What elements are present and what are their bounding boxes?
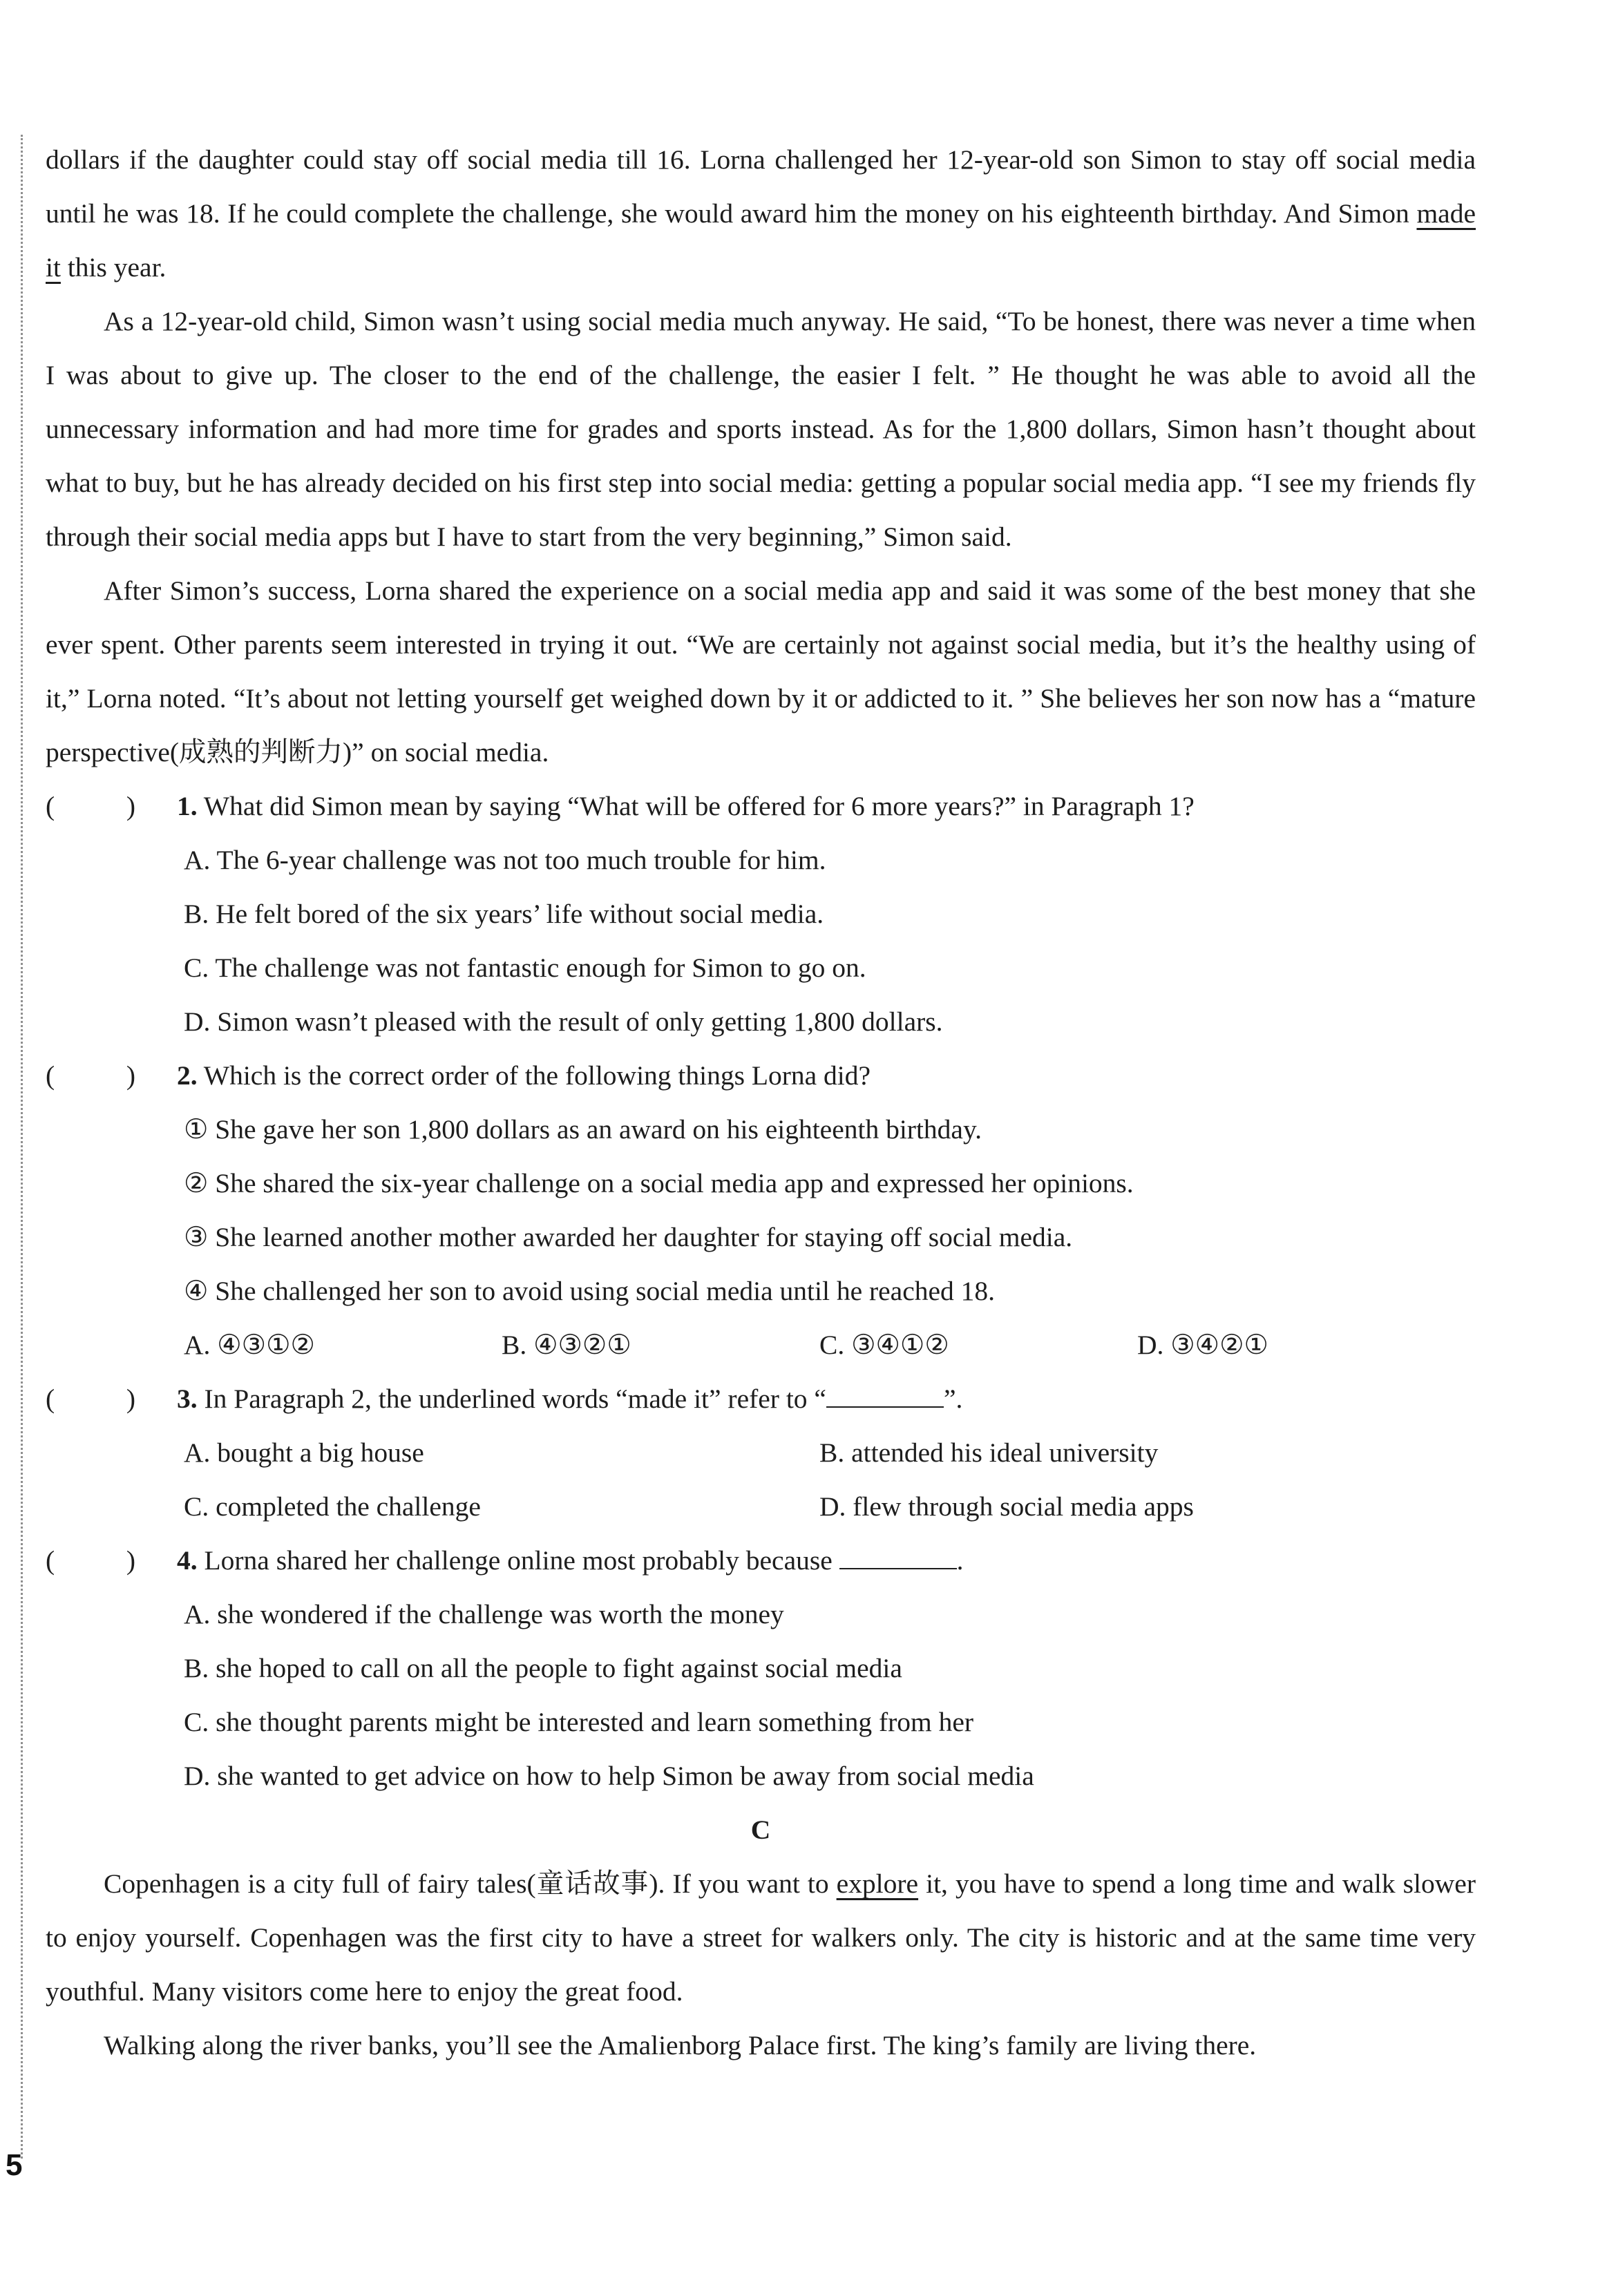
question-number: 2. — [177, 1060, 198, 1091]
q4-option-a: A. she wondered if the challenge was worth the money — [184, 1599, 784, 1629]
q2-item-2: ② She shared the six-year challenge on a social media app and expressed her opinions. — [184, 1168, 1134, 1198]
q1-option-c: C. The challenge was not fantastic enough for Simon to go on. — [184, 953, 866, 983]
underlined-explore: explore — [836, 1868, 919, 1899]
q2-option-d: D. ③④②① — [1137, 1330, 1268, 1360]
q4-option-c: C. she thought parents might be interested and learn something from her — [184, 1707, 974, 1737]
question-2 — [46, 1049, 1476, 1102]
passage-b-paragraph-3: After Simon’s success, Lorna shared the experience on a social media app and said it was some of the best money that she ever spent. Other parents seem interested in trying it out. “We are certainly not against social media, but it’s the healthy using of it,” Lorna noted. “It’s about not letting yourself get weighed down by it or addicted to it. ” She believes her son now has a “mature perspective(成熟的判断力)” on social media. — [46, 575, 1476, 767]
section-c-heading: C — [750, 1815, 771, 1845]
question-text: Which is the correct order of the following things Lorna did? — [203, 1060, 871, 1091]
question-text: What did Simon mean by saying “What will be offered for 6 more years?” in Paragraph 1? — [203, 791, 1195, 821]
q2-item-3: ③ She learned another mother awarded her daughter for staying off social media. — [184, 1222, 1073, 1252]
q1-option-b: B. He felt bored of the six years’ life without social media. — [184, 899, 824, 929]
passage-c-paragraph-2: Walking along the river banks, you’ll see the Amalienborg Palace first. The king’s family are living there. — [104, 2030, 1257, 2060]
q3-option-a: A. bought a big house — [184, 1437, 424, 1468]
passage-b-paragraph-1: dollars if the daughter could stay off social media till 16. Lorna challenged her 12-year-old son Simon to stay off social media until he was 18. If he could complete the challenge, she would award him the money on his eighteenth birthday. And Simon made it this year. — [46, 144, 1476, 283]
question-number: 1. — [177, 791, 198, 821]
q3-option-b: B. attended his ideal university — [819, 1437, 1159, 1468]
q2-item-4: ④ She challenged her son to avoid using social media until he reached 18. — [184, 1276, 996, 1306]
answer-blank-2[interactable]: ( ) — [46, 1060, 135, 1091]
answer-blank-4[interactable]: ( ) — [46, 1545, 135, 1576]
q3-options-row-1 — [46, 1426, 1476, 1480]
fill-in-blank[interactable] — [839, 1544, 957, 1569]
question-4: ( ) 4. Lorna shared her challenge online most probably because . — [46, 1533, 1476, 1587]
question-number: 4. — [177, 1545, 198, 1576]
page-number: 5 — [6, 2148, 23, 2182]
question-text: In Paragraph 2, the underlined words “made it” refer to “ — [204, 1384, 826, 1414]
q4-option-d: D. she wanted to get advice on how to help Simon be away from social media — [184, 1761, 1034, 1791]
question-3: ( ) 3. In Paragraph 2, the underlined words “made it” refer to “ ”. — [46, 1372, 1476, 1426]
binding-margin-dots — [21, 135, 23, 2159]
question-text: Lorna shared her challenge online most probably because — [204, 1545, 833, 1576]
page-content — [46, 133, 1476, 2072]
q3-options-row-2 — [46, 1480, 1476, 1533]
passage-c-paragraph-1: Copenhagen is a city full of fairy tales(童话故事). If you want to explore it, you have to spend a long time and walk slower to enjoy yourself. Copenhagen was the first city to have a street for walkers only. The city is historic and at the same time very youthful. Many visitors come here to enjoy the great food. — [46, 1868, 1476, 2007]
answer-blank-3[interactable]: ( ) — [46, 1384, 135, 1414]
q3-option-c: C. completed the challenge — [184, 1491, 481, 1522]
q2-option-c: C. ③④①② — [819, 1330, 949, 1360]
q4-option-b: B. she hoped to call on all the people to fight against social media — [184, 1653, 902, 1683]
answer-blank-1[interactable]: ( ) — [46, 791, 135, 821]
passage-b-paragraph-2: As a 12-year-old child, Simon wasn’t using social media much anyway. He said, “To be honest, there was never a time when I was about to give up. The closer to the end of the challenge, the easier I felt. ” He thought he was able to avoid all the unnecessary information and had more time for grades and sports instead. As for the 1,800 dollars, Simon hasn’t thought about what to buy, but he has already decided on his first step into social media: getting a popular social media app. “I see my friends fly through their social media apps but I have to start from the very beginning,” Simon said. — [46, 306, 1476, 552]
q1-option-d: D. Simon wasn’t pleased with the result of only getting 1,800 dollars. — [184, 1006, 943, 1037]
underlined-made-it: made it — [46, 198, 1476, 283]
fill-in-blank[interactable] — [826, 1383, 944, 1408]
q3-option-d: D. flew through social media apps — [819, 1491, 1194, 1522]
q2-item-1: ① She gave her son 1,800 dollars as an award on his eighteenth birthday. — [184, 1114, 982, 1145]
q2-option-a: A. ④③①② — [184, 1330, 315, 1360]
q2-options — [46, 1318, 1476, 1372]
question-number: 3. — [177, 1384, 198, 1414]
q2-option-b: B. ④③②① — [502, 1330, 631, 1360]
question-1 — [46, 779, 1476, 833]
q1-option-a: A. The 6-year challenge was not too much trouble for him. — [184, 845, 826, 875]
